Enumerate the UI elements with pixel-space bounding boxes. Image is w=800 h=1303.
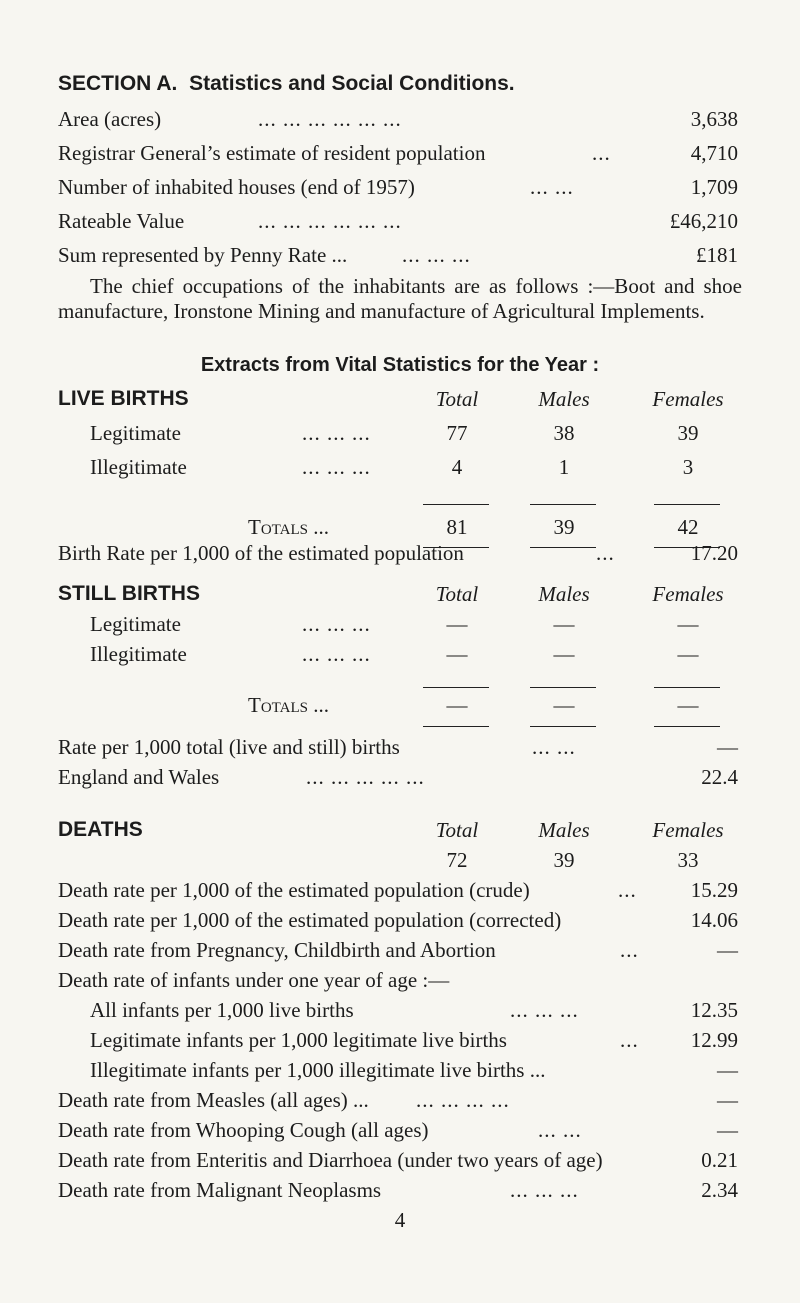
- cell-total: —: [446, 612, 468, 636]
- total-females: —: [677, 693, 699, 717]
- row-label: Legitimate: [90, 421, 181, 445]
- stat-dots: ... ... ...: [402, 243, 471, 267]
- rule: [530, 547, 596, 548]
- stat-value: 1,709: [690, 175, 738, 199]
- death-rate-value: 15.29: [690, 878, 738, 902]
- stat-value: £181: [696, 243, 738, 267]
- section-title: Statistics and Social Conditions.: [189, 72, 515, 95]
- row-dots: ... ... ...: [302, 612, 371, 636]
- page-number: 4: [394, 1208, 406, 1232]
- death-rate-value: —: [717, 938, 738, 962]
- row-dots: ... ... ...: [302, 455, 371, 479]
- rate-label: Rate per 1,000 total (live and still) births: [58, 735, 400, 759]
- death-rate-value: —: [717, 1118, 738, 1142]
- stat-dots: ... ...: [530, 175, 574, 199]
- cell-total: —: [446, 642, 468, 666]
- stat-label: Registrar General’s estimate of resident population: [58, 141, 486, 165]
- stat-label: Sum represented by Penny Rate ...: [58, 243, 348, 267]
- occupations-paragraph: The chief occupations of the inhabitants are as follows :—Boot and shoe manufacture, Ironstone Mining and manufacture of Agricultural Implements.: [58, 274, 742, 323]
- rule: [530, 504, 596, 505]
- totals-label: Totals ...: [248, 515, 329, 539]
- column-header: Males: [538, 582, 590, 606]
- column-header: Females: [652, 582, 724, 606]
- column-header: Total: [435, 818, 479, 842]
- rule: [530, 687, 596, 688]
- stat-value: 3,638: [690, 107, 738, 131]
- death-rate-label: Death rate from Pregnancy, Childbirth and Abortion: [58, 938, 496, 962]
- column-header: Total: [435, 387, 479, 411]
- total-total: 81: [446, 515, 468, 539]
- total-males: —: [553, 693, 575, 717]
- cell-males: 38: [553, 421, 575, 445]
- death-rate-value: 0.21: [701, 1148, 738, 1172]
- cell-females: —: [677, 612, 699, 636]
- column-header: Females: [652, 387, 724, 411]
- rule: [654, 726, 720, 727]
- stat-label: Area (acres): [58, 107, 162, 131]
- birth-rate-value: 17.20: [690, 541, 738, 565]
- column-header: Total: [435, 582, 479, 606]
- cell-males: —: [553, 612, 575, 636]
- total-males: 39: [553, 515, 575, 539]
- row-label: Legitimate: [90, 612, 181, 636]
- death-rate-dots: ... ... ...: [510, 998, 579, 1022]
- stat-label: Number of inhabited houses (end of 1957): [58, 175, 415, 199]
- deaths-total: 72: [446, 848, 468, 872]
- cell-females: —: [677, 642, 699, 666]
- row-dots: ... ... ...: [302, 421, 371, 445]
- death-rate-label: Illegitimate infants per 1,000 illegitimate live births ...: [90, 1058, 546, 1082]
- total-total: —: [446, 693, 468, 717]
- death-rate-label: Death rate from Measles (all ages) ...: [58, 1088, 369, 1112]
- death-rate-dots: ...: [620, 1028, 639, 1052]
- stat-value: £46,210: [669, 209, 738, 233]
- rate-dots: ... ...: [532, 735, 576, 759]
- death-rate-label: All infants per 1,000 live births: [90, 998, 354, 1022]
- stat-dots: ... ... ... ... ... ...: [258, 107, 402, 131]
- rule: [530, 726, 596, 727]
- cell-females: 39: [677, 421, 699, 445]
- still-births-heading: STILL BIRTHS: [58, 582, 200, 605]
- totals-label: Totals ...: [248, 693, 329, 717]
- death-rate-dots: ... ... ... ...: [416, 1088, 510, 1112]
- death-rate-value: 14.06: [690, 908, 738, 932]
- death-rate-label: Death rate per 1,000 of the estimated population (corrected): [58, 908, 562, 932]
- death-rate-value: —: [717, 1088, 738, 1112]
- stat-dots: ... ... ... ... ... ...: [258, 209, 402, 233]
- cell-females: 3: [682, 455, 694, 479]
- rate-value: —: [717, 735, 738, 759]
- death-rate-dots: ... ...: [538, 1118, 582, 1142]
- extracts-heading: Extracts from Vital Statistics for the Year :: [200, 354, 600, 376]
- death-rate-label: Death rate of infants under one year of age :—: [58, 968, 450, 992]
- column-header: Males: [538, 387, 590, 411]
- deaths-males: 39: [553, 848, 575, 872]
- death-rate-dots: ...: [618, 878, 637, 902]
- stat-label: Rateable Value: [58, 209, 185, 233]
- death-rate-label: Legitimate infants per 1,000 legitimate live births: [90, 1028, 507, 1052]
- death-rate-dots: ... ... ...: [510, 1178, 579, 1202]
- death-rate-value: 2.34: [701, 1178, 738, 1202]
- death-rate-value: —: [717, 1058, 738, 1082]
- row-label: Illegitimate: [90, 642, 187, 666]
- birth-rate-dots: ...: [596, 541, 615, 565]
- deaths-heading: DEATHS: [58, 818, 143, 841]
- rate-dots: ... ... ... ... ...: [306, 765, 425, 789]
- death-rate-label: Death rate per 1,000 of the estimated population (crude): [58, 878, 530, 902]
- section-heading: [58, 72, 515, 96]
- row-dots: ... ... ...: [302, 642, 371, 666]
- rule: [423, 504, 489, 505]
- section-label: SECTION A.: [58, 72, 178, 95]
- cell-total: 77: [446, 421, 468, 445]
- rule: [423, 726, 489, 727]
- live-births-heading: LIVE BIRTHS: [58, 387, 189, 410]
- cell-males: —: [553, 642, 575, 666]
- stat-dots: ...: [592, 141, 611, 165]
- birth-rate-label: Birth Rate per 1,000 of the estimated population: [58, 541, 464, 565]
- column-header: Females: [652, 818, 724, 842]
- total-females: 42: [677, 515, 699, 539]
- death-rate-dots: ...: [620, 938, 639, 962]
- rule: [423, 687, 489, 688]
- rule: [654, 504, 720, 505]
- rate-value: 22.4: [701, 765, 738, 789]
- death-rate-value: 12.99: [690, 1028, 738, 1052]
- death-rate-label: Death rate from Malignant Neoplasms: [58, 1178, 382, 1202]
- cell-total: 4: [451, 455, 463, 479]
- death-rate-value: 12.35: [690, 998, 738, 1022]
- cell-males: 1: [558, 455, 570, 479]
- rule: [654, 687, 720, 688]
- row-label: Illegitimate: [90, 455, 187, 479]
- death-rate-label: Death rate from Enteritis and Diarrhoea (under two years of age): [58, 1148, 603, 1172]
- deaths-females: 33: [677, 848, 699, 872]
- death-rate-label: Death rate from Whooping Cough (all ages): [58, 1118, 429, 1142]
- column-header: Males: [538, 818, 590, 842]
- rate-label: England and Wales: [58, 765, 220, 789]
- stat-value: 4,710: [690, 141, 738, 165]
